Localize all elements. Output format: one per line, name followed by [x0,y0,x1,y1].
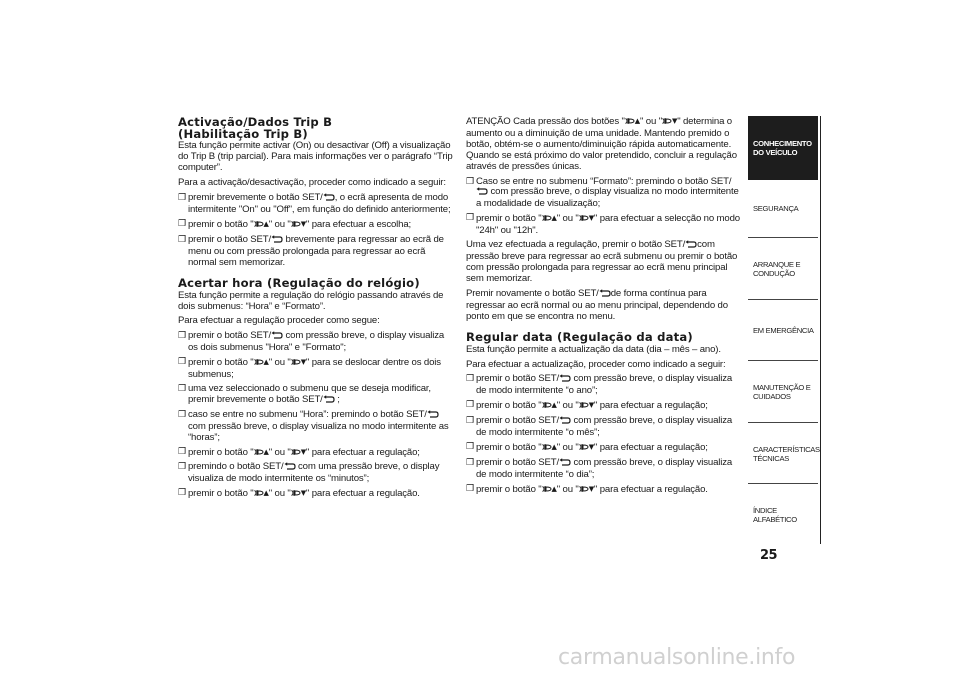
checkbox-bullet-icon: ❒ [466,441,474,452]
left-column [178,116,453,504]
brightness-icon [291,220,301,232]
checkbox-bullet-icon: ❒ [466,416,474,427]
checkbox-bullet-icon: ❒ [178,331,186,342]
list-item: ❒ premir o botão SET/ com pressão breve, o display visualiza os dois submenus "Hora" e "Formato"; [178,330,445,354]
list-item: ❒ premir o botão " ▲" ou " ▼" para efectuar a regulação. [178,488,420,500]
attention-note: ATENÇÃO Cada pressão dos botões " ▲" ou " ▼" determina o aumento ou a diminuição de uma unidade. Mantendo premido o botão, obtém-se o aumento/diminuição rápida automaticamente. Quando se está próximo do valor pretendido, concluir a regulação através de pressões únicas. [466,116,737,172]
checkbox-bullet-icon: ❒ [466,400,474,411]
section-title-date: Regular data (Regulação da data) [466,330,693,345]
brightness-icon [542,443,552,455]
list-item: ❒ premir o botão SET/ brevemente para regressar ao ecrã de menu ou com pressão prolongada para regressar ao ecrã normal sem memorizar. [178,233,444,268]
brightness-icon [254,358,264,370]
watermark: carmanualsonline.info [558,645,796,670]
date-procedure: Para efectuar a actualização, proceder como indicado a seguir: [466,358,726,370]
return-arrow-icon [323,395,335,407]
checkbox-bullet-icon: ❒ [178,234,186,245]
list-item: ❒ premir o botão " ▲" ou " ▼" para efectuar a escolha; [178,218,412,230]
trip-b-steps [178,193,453,268]
after-regulation-note: Uma vez efectuada a regulação, premir o botão SET/ com pressão breve para regressar ao ecrã submenu ou premir o botão com pressão prolongada para regressar ao ecrã menu principal sem memorizar. [466,239,738,284]
list-item: ❒ premir o botão SET/ com pressão breve, o display visualiza de modo intermitente “o dia”; [466,456,733,480]
trip-b-intro: Esta função permite activar (On) ou desactivar (Off) a visualização do Trip B (trip parcial). Para mais informações ver o parágrafo “Trip computer”. [178,140,453,174]
page-number: 25 [760,548,778,563]
checkbox-bullet-icon: ❒ [466,374,474,385]
brightness-icon [579,401,589,413]
section-title-clock: Acertar hora (Regulação do relógio) [178,276,420,291]
trip-b-procedure: Para a activação/desactivação, proceder como indicado a seguir: [178,177,446,189]
checkbox-bullet-icon: ❒ [466,213,474,224]
brightness-icon [579,214,589,226]
date-steps [466,374,741,496]
list-item: ❒ premir o botão " ▲" ou " ▼" para efectuar a selecção no modo "24h" ou "12h". [466,213,740,237]
list-item: ❒ premir o botão " ▲" ou " ▼" para efectuar a regulação; [178,446,420,458]
list-item: ❒ premir o botão SET/ com pressão breve, o display visualiza de modo intermitente “o ano”; [466,373,733,397]
brightness-icon [291,489,301,501]
checkbox-bullet-icon: ❒ [178,462,186,473]
tab-manutencao-e-cuidados[interactable]: MANUTENÇÃO E CUIDADOS [748,362,818,423]
brightness-icon [254,220,264,232]
tab-indice-alfabetico[interactable]: ÍNDICE ALFABÉTICO [753,505,797,524]
clock-intro: Esta função permite a regulação do relógio passando através de dois submenus: “Hora” e “Formato”. [178,289,444,312]
brightness-icon [579,485,589,497]
list-item: ❒ premir o botão " ▲" ou " ▼" para efectuar a regulação. [466,483,708,495]
list-item: ❒ Caso se entre no submenu “Formato”: premindo o botão SET/ com pressão breve, o display visualiza no modo intermitente a modalidade de visualização; [466,175,739,210]
checkbox-bullet-icon: ❒ [178,218,186,229]
return-note: Premir novamente o botão SET/ de forma contínua para regressar ao ecrã normal ou ao menu principal, dependendo do ponto em que se encontra no menu. [466,287,728,322]
tab-seguranca[interactable]: SEGURANÇA [748,180,818,238]
date-intro: Esta função permite a actualização da data (dia – mês – ano). [466,343,721,355]
brightness-icon [579,443,589,455]
right-column [466,116,741,500]
tab-conhecimento-do-veiculo[interactable]: CONHECIMENTO DO VEÍCULO [748,116,818,180]
brightness-icon [254,448,264,460]
tab-em-emergencia[interactable]: EM EMERGÊNCIA [748,301,818,361]
list-item: ❒ uma vez seleccionado o submenu que se deseja modificar, premir brevemente o botão SET/ ; [178,383,431,405]
checkbox-bullet-icon: ❒ [178,384,186,395]
brightness-icon [291,358,301,370]
list-item: ❒ premir o botão " ▲" ou " ▼" para efectuar a regulação; [466,441,708,453]
list-item: ❒ premir o botão " ▲" ou " ▼" para se deslocar dentre os dois submenus; [178,357,441,381]
list-item: ❒ premindo o botão SET/ com uma pressão breve, o display visualiza de modo intermitente os “minutos”; [178,461,440,485]
list-item: ❒ caso se entre no submenu “Hora”: premindo o botão SET/ com pressão breve, o display visualiza no modo intermitente as “horas”; [178,408,449,443]
checkbox-bullet-icon: ❒ [466,457,474,468]
brightness-icon [542,214,552,226]
clock-procedure: Para efectuar a regulação proceder como segue: [178,315,380,327]
list-item: ❒ premir o botão " ▲" ou " ▼" para efectuar a regulação; [466,400,708,412]
checkbox-bullet-icon: ❒ [466,483,474,494]
checkbox-bullet-icon: ❒ [178,488,186,499]
tab-arranque-e-conducao[interactable]: ARRANQUE E CONDUÇÃO [748,239,818,300]
checkbox-bullet-icon: ❒ [466,176,474,187]
brightness-icon [254,489,264,501]
brightness-icon [291,448,301,460]
chapter-sidebar [748,116,821,544]
checkbox-bullet-icon: ❒ [178,409,186,420]
checkbox-bullet-icon: ❒ [178,193,186,204]
section-title-trip-b: Activação/Dados Trip B (Habilitação Trip B) [178,115,333,142]
brightness-icon [542,401,552,413]
format-steps [466,177,741,238]
checkbox-bullet-icon: ❒ [178,446,186,457]
clock-steps [178,331,453,501]
list-item: ❒ premir o botão SET/ com pressão breve, o display visualiza de modo intermitente “o mês”; [466,415,733,439]
tab-caracteristicas-tecnicas[interactable]: CARACTERÍSTICAS TÉCNICAS [748,424,818,484]
checkbox-bullet-icon: ❒ [178,357,186,368]
brightness-icon [542,485,552,497]
list-item: ❒ premir brevemente o botão SET/ , o ecrã apresenta de modo intermitente "On" ou "Off", em função do definido anteriormente; [178,192,451,215]
